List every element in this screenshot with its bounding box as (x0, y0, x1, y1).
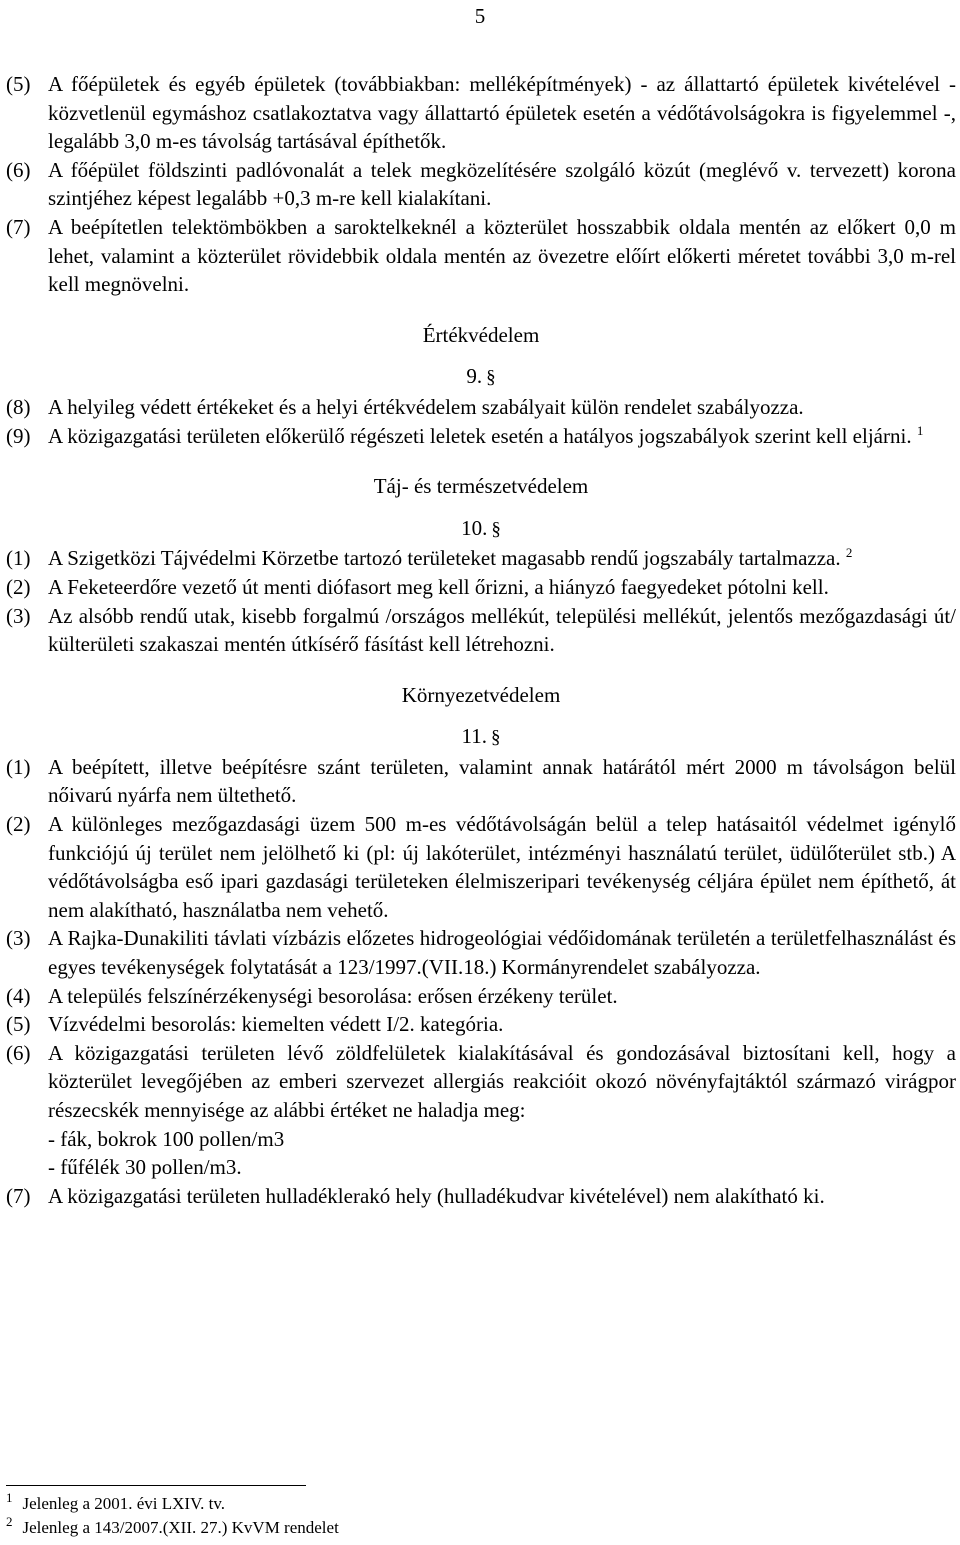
section-heading-kornyezetvedelem: Környezetvédelem (401, 682, 561, 707)
paragraph-text: A település felszínérzékenységi besorolása: erősen érzékeny terület. (48, 983, 618, 1008)
paragraph-text: A közigazgatási területen hulladéklerakó hely (hulladékudvar kivételével) nem alakítható ki. (48, 1183, 825, 1208)
footnotes (6, 1492, 339, 1540)
paragraph-number: (7) (6, 214, 31, 239)
paragraph-text: A közigazgatási területen előkerülő régészeti leletek esetén a hatályos jogszabályok szerint kell eljárni. (48, 423, 912, 448)
paragraph-10-2 (6, 573, 956, 602)
paragraph-number: (2) (6, 574, 31, 599)
paragraph-number: (9) (6, 423, 31, 448)
section-heading-ertekvedelem: Értékvédelem (422, 322, 540, 347)
paragraph-text: Az alsóbb rendű utak, kisebb forgalmú /országos mellékút, települési mellékút, jelentős mezőgazdasági út/ külterületi szakaszai mentén útkísérő fásítást kell létrehozni. (48, 603, 956, 657)
paragraph-text: Vízvédelmi besorolás: kiemelten védett I/2. kategória. (48, 1012, 504, 1037)
paragraph-number: (8) (6, 394, 31, 419)
paragraph-5 (6, 70, 956, 156)
page-number: 5 (474, 4, 486, 28)
paragraph-11-1 (6, 753, 956, 810)
paragraph-text: A főépületek és egyéb épületek (továbbiakban: melléképítmények) - az állattartó épületek kivételével - közvetlenül egymáshoz csatlakoztatva vagy állattartó épületek esetén a védőtávolságokra is figyelemmel -, legalább 3,0 m-es távolság tartásával építhetők. (48, 72, 956, 154)
section-number-9 (6, 362, 956, 393)
paragraph-11-7 (6, 1182, 956, 1211)
paragraph-text: A közigazgatási területen lévő zöldfelületek kialakításával és gondozásával biztosítani kell, hogy a közterület levegőjében az emberi szervezet allergiás reakcióit okozó növényfajtáktól származó virágpor részecskék mennyisége az alábbi értéket ne haladja meg: (48, 1040, 956, 1122)
paragraph-text: A különleges mezőgazdasági üzem 500 m-es védőtávolságán belül a telep hatásaitól védelmet igénylő funkciójú új terület nem jelölhető ki (pl: új lakóterület, intézményi használatú terület, üdülőterület stb.) A védőtávolságba eső ipari gazdasági területeken élelmiszeripari tevékenység céljára épület nem építhető, át nem alakítható, használatba nem vehető. (48, 812, 956, 922)
paragraph-10-1 (6, 544, 956, 573)
paragraph-number: (1) (6, 754, 31, 779)
paragraph-11-3 (6, 924, 956, 981)
document-body (6, 70, 956, 1210)
footnote-2 (6, 1516, 339, 1540)
section-symbol: § (486, 367, 496, 389)
section-symbol: § (491, 518, 501, 540)
paragraph-10-3 (6, 602, 956, 659)
paragraph-number: (5) (6, 72, 31, 96)
section-number: 9. (466, 364, 483, 389)
paragraph-text: A helyileg védett értékeket és a helyi értékvédelem szabályait külön rendelet szabályozza. (48, 394, 804, 419)
paragraph-text: A Szigetközi Tájvédelmi Körzetbe tartozó területeket magasabb rendű jogszabály tartalmazza. (48, 546, 841, 571)
paragraph-number: (6) (6, 157, 31, 182)
paragraph-text: A Rajka-Dunakiliti távlati vízbázis előzetes hidrogeológiai védőidomának területén a területfelhasználást és egyes tevékenységek folytatását a 123/1997.(VII.18.) Kormányrendelet szabályozza. (48, 926, 956, 980)
paragraph-6 (6, 156, 956, 213)
paragraph-11-2 (6, 810, 956, 924)
section-number-10 (6, 514, 956, 545)
footnote-text: Jelenleg a 143/2007.(XII. 27.) KvVM rendelet (22, 1518, 339, 1537)
paragraph-11-4 (6, 982, 956, 1011)
paragraph-number: (4) (6, 983, 31, 1008)
paragraph-text: A főépület földszinti padlóvonalát a telek megközelítésére szolgáló közút (meglévő v. tervezett) korona szintjéhez képest legalább +0,3 m-re kell kialakítani. (48, 157, 956, 211)
paragraph-number: (7) (6, 1183, 31, 1208)
paragraph-number: (2) (6, 812, 31, 837)
paragraph-8 (6, 393, 956, 422)
section-symbol: § (490, 727, 501, 749)
footnote-text: Jelenleg a 2001. évi LXIV. tv. (22, 1494, 226, 1513)
paragraph-7 (6, 213, 956, 299)
section-number: 10. (461, 515, 488, 540)
footnote-number: 1 (6, 1490, 13, 1506)
section-heading-tajvedelem: Táj- és természetvédelem (373, 474, 589, 499)
paragraph-text: A Feketeerdőre vezető út menti diófasort meg kell őrizni, a hiányzó faegyedeket pótolni kell. (48, 574, 829, 599)
footnote-ref-1[interactable]: 1 (916, 422, 924, 438)
paragraph-11-6 (6, 1039, 956, 1125)
section-number: 11. (461, 724, 487, 749)
paragraph-text: A beépítetlen telektömbökben a saroktelkeknél a közterület hosszabbik oldala mentén az előkert 0,0 m lehet, valamint a közterület rövidebbik oldala mentén az övezetre előírt előkerti méretet további 3,0 m-rel kell megnövelni. (48, 214, 956, 297)
list-item-grasses: - fűfélék 30 pollen/m3. (48, 1155, 242, 1180)
footnote-separator (6, 1485, 306, 1486)
footnote-number: 2 (6, 1514, 13, 1530)
footnote-ref-2[interactable]: 2 (845, 545, 853, 561)
paragraph-number: (3) (6, 603, 31, 628)
paragraph-number: (6) (6, 1040, 31, 1065)
paragraph-number: (1) (6, 546, 31, 571)
paragraph-9 (6, 422, 956, 451)
footnote-1 (6, 1492, 339, 1516)
section-number-11 (6, 722, 956, 753)
paragraph-text: A beépített, illetve beépítésre szánt területen, valamint annak határától mért 2000 m távolságon belül nőivarú nyárfa nem ültethető. (48, 754, 956, 808)
paragraph-number: (3) (6, 926, 31, 951)
paragraph-11-5 (6, 1010, 956, 1039)
list-item-trees: - fák, bokrok 100 pollen/m3 (48, 1126, 285, 1151)
paragraph-number: (5) (6, 1012, 31, 1037)
